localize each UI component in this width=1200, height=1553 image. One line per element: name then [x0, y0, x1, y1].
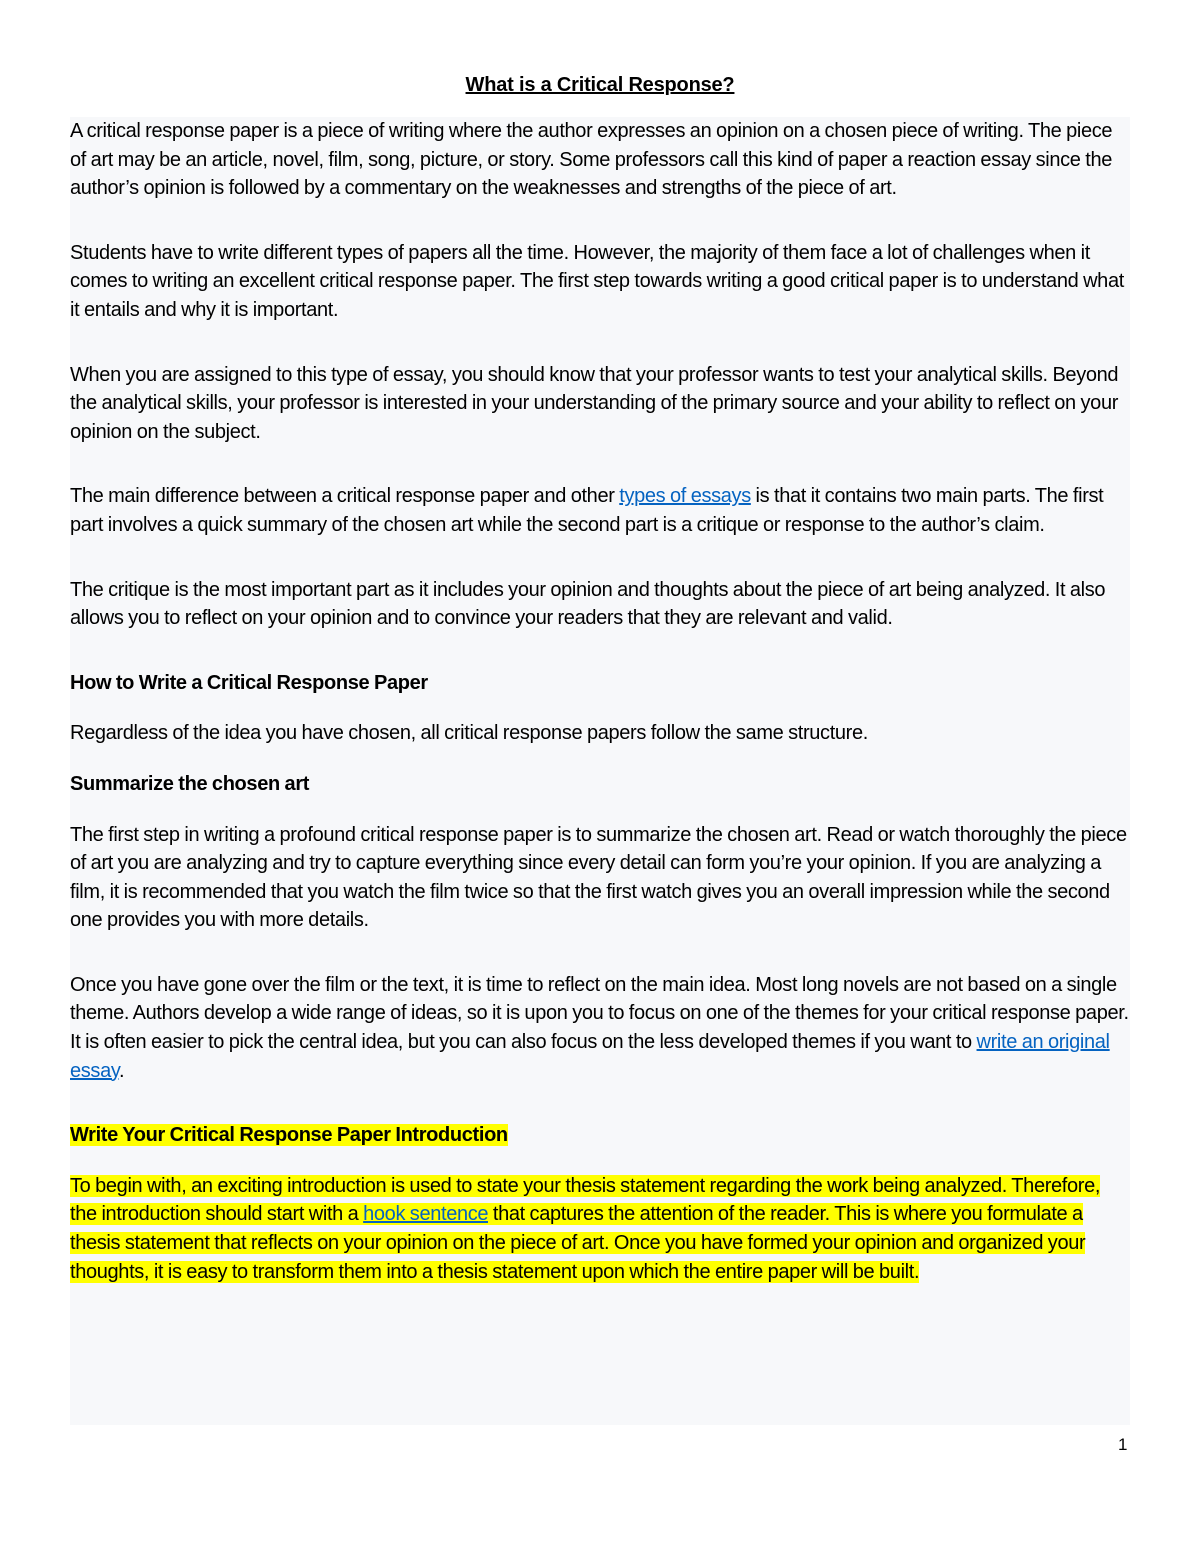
text-segment: Once you have gone over the film or the text, it is time to reflect on the main idea. Most long novels are not based on a single theme. Authors develop a wide range of ideas, so it is upon you to focus on one of the themes for your critical response paper. It is often easier to pick the central idea, but you can also focus on the less developed themes if you want to — [70, 973, 1129, 1054]
highlighted-link-wrapper — [363, 1203, 488, 1225]
paragraph-critique: The critique is the most important part as it includes your opinion and thoughts about the piece of art being analyzed. It also allows you to reflect on your opinion and to convince your readers that they are relevant and valid. — [70, 578, 1106, 630]
types-of-essays-link[interactable]: types of essays — [619, 485, 751, 508]
paragraph-main-difference — [70, 482, 1130, 539]
text-segment: The main difference between a critical response paper and other — [70, 485, 620, 508]
paragraph-structure: Regardless of the idea you have chosen, all critical response papers follow the same structure. — [70, 722, 868, 745]
paragraph-challenges: Students have to write different types of papers all the time. However, the majority of them face a lot of challenges when it comes to writing an excellent critical response paper. The first step towards writing a good critical paper is to understand what it entails and why it is important. — [70, 241, 1124, 321]
write-original-essay-link[interactable]: write an original essay — [70, 1031, 1110, 1082]
highlighted-text-segment: To begin with, an exciting introduction is used to state your thesis statement regarding the work being analyzed. Therefore, the introduction should start with a — [70, 1174, 1101, 1226]
page-title: What is a Critical Response? — [465, 74, 735, 96]
document-body — [70, 117, 1130, 1425]
paragraph-introduction — [70, 1172, 1130, 1286]
highlighted-text-segment: that captures the attention of the reader. This is where you formulate a thesis statement that reflects on your opinion on the piece of art. Once you have formed your opinion and organized your thoughts, it is easy to transform them into a thesis statement upon which the entire paper will be built. — [70, 1203, 1086, 1283]
heading-introduction — [70, 1121, 1130, 1150]
highlighted-heading-text: Write Your Critical Response Paper Introduction — [70, 1124, 508, 1147]
text-segment: is that it contains two main parts. The first part involves a quick summary of the chosen art while the second part is a critique or response to the author’s claim. — [70, 485, 1104, 536]
paragraph-main-idea — [70, 971, 1130, 1085]
hook-sentence-link[interactable]: hook sentence — [363, 1203, 489, 1226]
page-number: 1 — [1118, 1435, 1128, 1454]
paragraph-analytical-skills: When you are assigned to this type of essay, you should know that your professor wants to test your analytical skills. Beyond the analytical skills, your professor is interested in your understanding of the primary source and your ability to reflect on your opinion on the subject. — [70, 363, 1119, 443]
paragraph-summarize: The first step in writing a profound critical response paper is to summarize the chosen art. Read or watch thoroughly the piece of art you are analyzing and try to capture everything since every detail can form you’re your opinion. If you are analyzing a film, it is recommended that you watch the film twice so that the first watch gives you an overall impression while the second one provides you with more details. — [70, 823, 1127, 932]
heading-how-to-write: How to Write a Critical Response Paper — [70, 671, 428, 694]
heading-summarize: Summarize the chosen art — [70, 772, 310, 795]
text-segment: . — [119, 1059, 125, 1082]
paragraph-intro: A critical response paper is a piece of writing where the author expresses an opinion on a chosen piece of writing. The piece of art may be an article, novel, film, song, picture, or story. Some professors call this kind of paper a reaction essay since the author’s opinion is followed by a commentary on the weaknesses and strengths of the piece of art. — [70, 120, 1113, 200]
